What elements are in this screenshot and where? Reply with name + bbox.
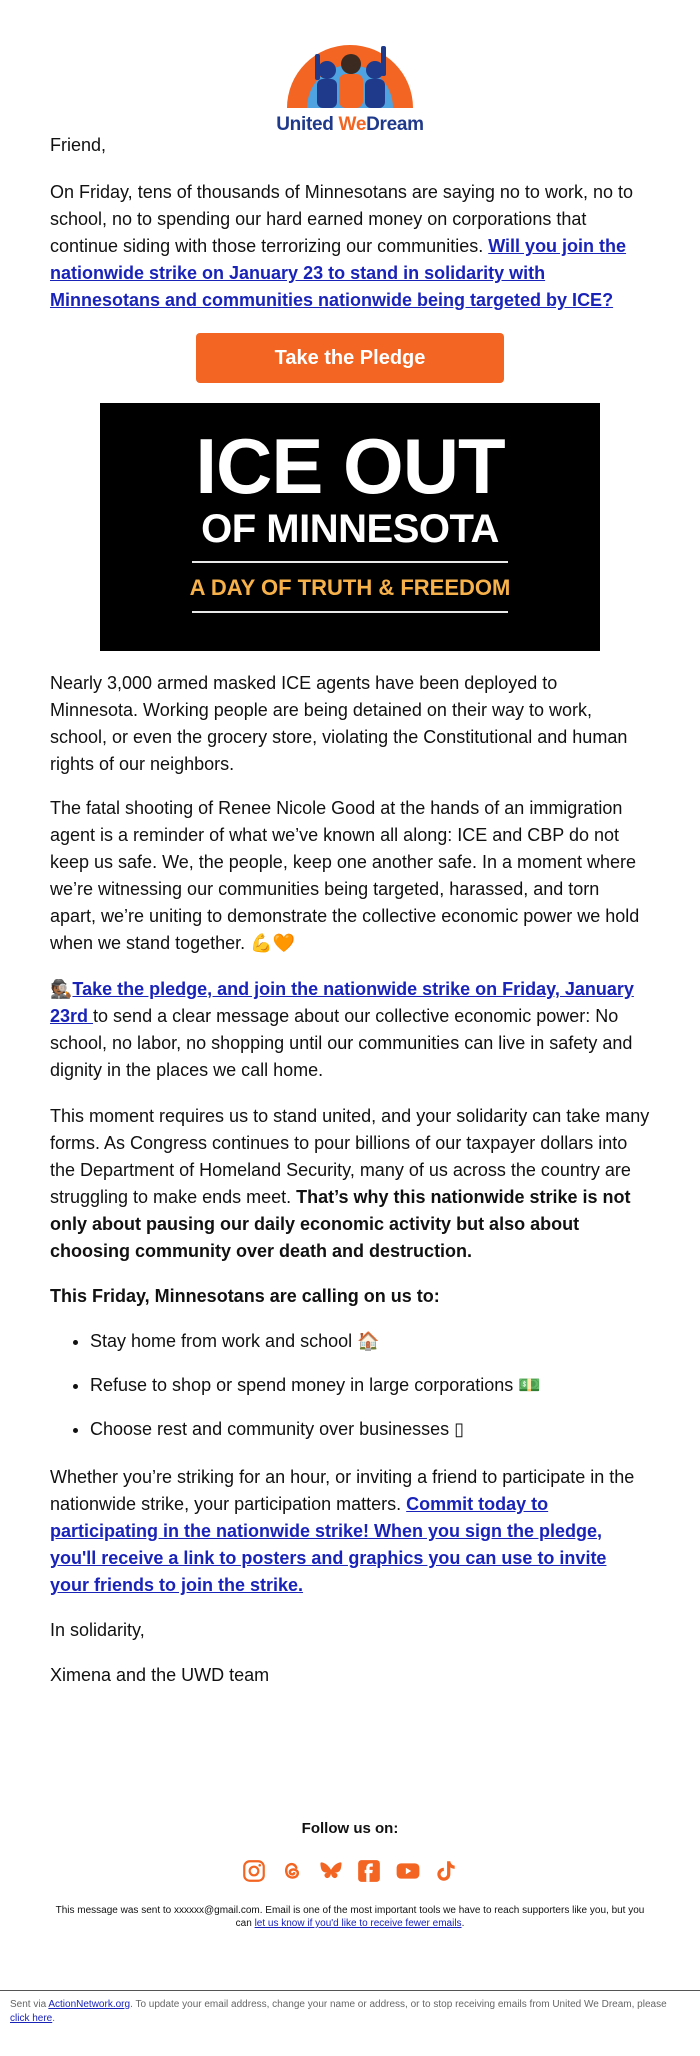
tiktok-icon[interactable] — [433, 1858, 459, 1884]
take-pledge-button[interactable]: Take the Pledge — [196, 333, 504, 383]
shooting-paragraph: The fatal shooting of Renee Nicole Good at the hands of an immigration agent is a reminder of what we’ve known all along: ICE and CBP do not keep us safe. We, the people, keep one another safe. In a moment where we’re witnessing our communities being targeted, harassed, and torn apart, we’re uniting to demonstrate the collective economic power we hold when we stand together. 💪🧡 — [50, 798, 640, 953]
youtube-icon[interactable] — [395, 1858, 421, 1884]
agents-paragraph: Nearly 3,000 armed masked ICE agents have been deployed to Minnesota. Working people are being detained on their way to work, school, or even the grocery store, violating the Constitutional and human rights of our neighbors. — [50, 673, 628, 774]
list-item: • Stay home from work and school 🏠 — [90, 1328, 650, 1355]
logo-wordmark: United WeDream — [276, 114, 424, 135]
unsubscribe-link[interactable]: click here — [10, 2013, 53, 2024]
fewer-emails-link[interactable]: let us know if you'd like to receive fewer emails — [254, 1918, 462, 1929]
threads-icon[interactable] — [279, 1858, 305, 1884]
commit-link[interactable]: Commit today to participating in the nationwide strike! When you sign the pledge, you'll receive a link to posters and graphics you can use to invite your friends to join the strike. — [50, 1494, 607, 1595]
signoff: In solidarity, — [50, 1620, 145, 1640]
detective-emoji: 🕵🏾 — [50, 979, 73, 999]
list-heading: This Friday, Minnesotans are calling on us to: — [50, 1286, 440, 1306]
follow-us-heading: Follow us on: — [301, 1820, 399, 1837]
instagram-icon[interactable] — [241, 1858, 267, 1884]
take-pledge-link[interactable]: Take the pledge, and join the nationwide strike on Friday, January 23rd — [50, 979, 634, 1026]
join-strike-link[interactable]: Will you join the nationwide strike on January 23 to stand in solidarity with Minnesotans and communities nationwide being targeted by ICE? — [50, 236, 627, 310]
social-links — [0, 1858, 700, 1889]
action-list — [50, 1328, 650, 1460]
banner-subheadline: OF MINNESOTA — [201, 507, 499, 551]
facebook-icon[interactable] — [356, 1858, 382, 1884]
united-we-dream-logo[interactable] — [265, 26, 435, 135]
banner-tagline: A DAY OF TRUTH & FREEDOM — [189, 575, 511, 600]
actionnetwork-link[interactable]: ActionNetwork.org — [48, 1999, 131, 2010]
intro-paragraph: On Friday, tens of thousands of Minnesotans are saying no to work, no to school, no to spending our hard earned money on corporations that continue siding with those terrorizing our communities. Will you join the nationwide strike on January 23 to stand in solidarity with Minnesotans and communities nationwide being targeted by ICE? — [50, 182, 633, 310]
footer-divider — [0, 1990, 700, 1991]
bottom-note: Sent via ActionNetwork.org. To update your email address, change your name or address, or to stop receiving emails from United We Dream, please click here. — [10, 1999, 667, 2024]
bluesky-icon[interactable] — [318, 1858, 344, 1884]
commit-paragraph: Whether you’re striking for an hour, or inviting a friend to participate in the nationwide strike, your participation matters. Commit today to participating in the nationwide strike! When you sign the pledge, you'll receive a link to posters and graphics you can use to invite your friends to join the strike. — [50, 1467, 635, 1595]
greeting: Friend, — [50, 135, 107, 155]
list-item: • Choose rest and community over businesses ▯ — [90, 1416, 650, 1443]
footer-note: This message was sent to xxxxxx@gmail.com. Email is one of the most important tools we have to reach supporters like you, but you can let us know if you'd like to receive fewer emails. — [55, 1905, 645, 1929]
moment-paragraph: This moment requires us to stand united, and your solidarity can take many forms. As Congress continues to pour billions of our taxpayer dollars into the Department of Homeland Security, many of us across the country are struggling to make ends meet. That’s why this nationwide strike is not only about pausing our daily economic activity but also about choosing community over death and destruction. — [50, 1106, 650, 1261]
ice-out-banner[interactable] — [100, 403, 600, 651]
banner-rule-top — [192, 561, 508, 563]
banner-rule-bottom — [192, 611, 508, 613]
logo-illustration — [265, 26, 435, 116]
pledge-paragraph: 🕵🏾Take the pledge, and join the nationwide strike on Friday, January 23rd to send a clear message about our collective economic power: No school, no labor, no shopping until our communities can live in safety and dignity in the places we call home. — [50, 979, 634, 1080]
banner-headline: ICE OUT — [195, 422, 505, 510]
list-item: • Refuse to shop or spend money in large corporations 💵 — [90, 1372, 650, 1399]
signature: Ximena and the UWD team — [50, 1665, 270, 1685]
